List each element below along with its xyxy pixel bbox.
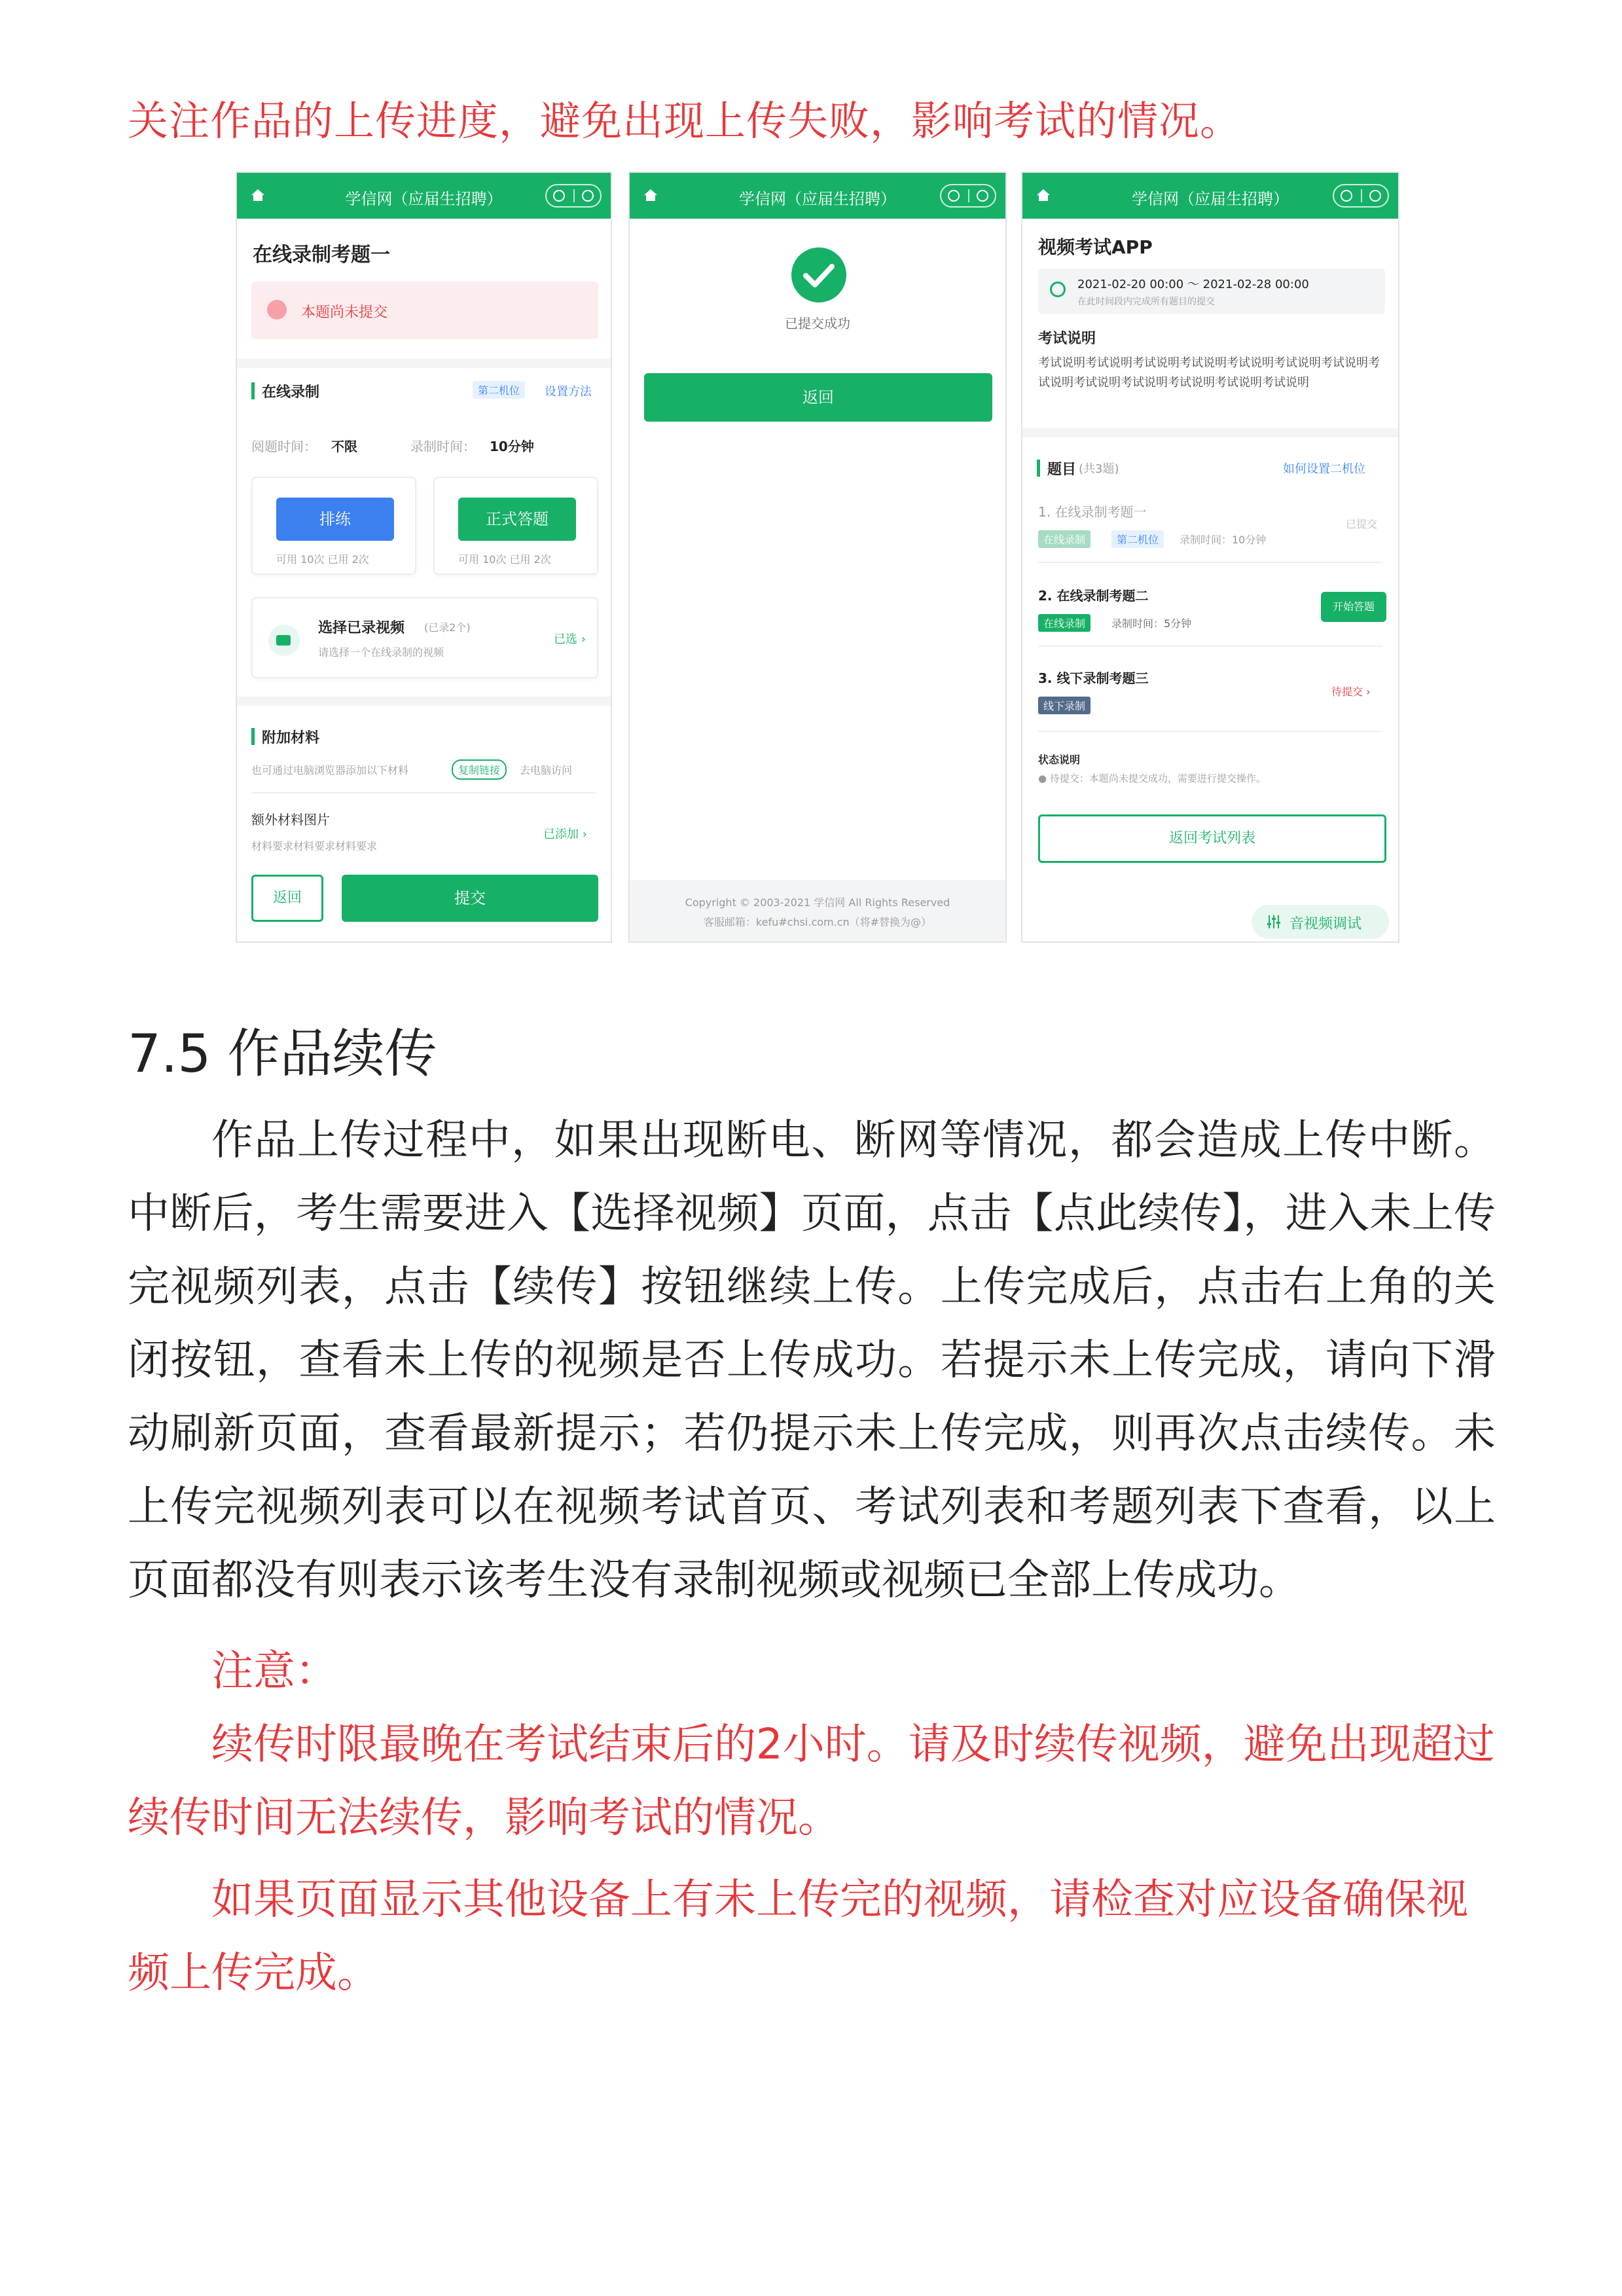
submit-button[interactable]: 提交: [342, 875, 598, 922]
question-2-title: 2. 在线录制考题二: [1038, 588, 1149, 604]
choose-video-status: 已选 ›: [554, 632, 586, 646]
choose-video-hint: 请选择一个在线录制的视频: [318, 646, 444, 659]
app-title: 学信网（应届生招聘）: [345, 190, 503, 208]
capsule-menu[interactable]: [545, 184, 602, 208]
body-paragraph: 作品上传过程中，如果出现断电、断网等情况，都会造成上传中断。中断后，考生需要进入【选择视频】页面，点击【点此续传】，进入未上传完视频列表，点击【续传】按钮继续上传。上传完成后，点击右上角的关闭按钮，查看未上传的视频是否上传成功。若提示未上传完成，请向下滑动刷新页面，查看最新提示；若仍提示未上传完成，则再次点击续传。未上传完视频列表可以在视频考试首页、考试列表和考题列表下查看，以上页面都没有则表示该考生没有录制视频或视频已全部上传成功。: [128, 1116, 1496, 1605]
extra-material-title: 额外材料图片: [251, 812, 330, 828]
status-title: 状态说明: [1038, 754, 1081, 766]
clock-icon: [267, 300, 287, 319]
attach-hint: 也可通过电脑浏览器添加以下材料: [251, 764, 409, 776]
choose-video-title: 选择已录视频: [318, 620, 405, 636]
phone-screenshot-exam: [1021, 172, 1399, 943]
how-second-camera-link[interactable]: 如何设置二机位: [1283, 462, 1365, 476]
answer-time-value: 不限: [331, 439, 357, 454]
practice-card: [251, 477, 416, 575]
app-title: 学信网（应届生招聘）: [739, 190, 896, 208]
phone-screenshot-question: [236, 172, 612, 943]
note-label: 注意：: [211, 1647, 337, 1696]
q2-online-tag: 在线录制: [1038, 614, 1090, 632]
back-button[interactable]: 返回: [644, 373, 992, 422]
record-time-value: 10分钟: [490, 439, 534, 454]
not-submitted-text: 本题尚未提交: [301, 304, 388, 321]
close-icon: [1369, 190, 1381, 202]
note-2: 如果页面显示其他设备上有未上传完的视频，请检查对应设备确保视频上传完成。: [128, 1876, 1468, 1997]
question-1-title: 1. 在线录制考题一: [1038, 504, 1147, 520]
practice-button[interactable]: 排练: [276, 498, 394, 541]
note-1: 续传时限最晚在考试结束后的2小时。请及时续传视频，避免出现超过续传时间无法续传，影响考试的情况。: [128, 1721, 1495, 1842]
q1-second-camera-tag: 第二机位: [1111, 530, 1164, 548]
desc-text: 考试说明考试说明考试说明考试说明考试说明考试说明考试说明考试说明考试说明考试说明考试说明考试说明考试说明: [1038, 356, 1380, 390]
av-debug-button[interactable]: [1252, 905, 1389, 939]
not-submitted-banner: [251, 282, 598, 339]
q1-online-tag: 在线录制: [1038, 530, 1090, 548]
time-hint: 在此时间段内完成所有题目的提交: [1077, 297, 1215, 307]
q3-status[interactable]: 待提交 ›: [1331, 685, 1371, 698]
q3-offline-tag: 线下录制: [1038, 697, 1090, 714]
desc-title: 考试说明: [1038, 331, 1096, 347]
record-time-label: 录制时间：: [410, 439, 476, 454]
question-title: 在线录制考题一: [253, 244, 390, 266]
intro-text: 关注作品的上传进度，避免出现上传失败，影响考试的情况。: [128, 97, 1242, 145]
formal-usage: 可用 10次 已用 2次: [458, 553, 551, 566]
back-button[interactable]: 返回: [251, 875, 323, 922]
support-email: 客服邮箱：kefu#chsi.com.cn（将#替换为@）: [703, 916, 932, 928]
success-check-icon: [790, 246, 848, 304]
practice-usage: 可用 10次 已用 2次: [276, 553, 369, 566]
choose-video-row[interactable]: [251, 597, 598, 678]
exam-title: 视频考试APP: [1038, 236, 1153, 258]
section-online: 在线录制: [262, 384, 320, 401]
copy-link-button[interactable]: 复制链接: [452, 759, 507, 780]
questions-count: (共3题): [1079, 462, 1119, 476]
phone-screenshot-submitted: [628, 172, 1007, 943]
answer-time-label: 阅题时间：: [251, 439, 317, 454]
choose-video-count: (已录2个): [424, 621, 471, 634]
more-icon: [948, 190, 960, 202]
sliders-icon: [1266, 914, 1282, 930]
close-icon: [977, 190, 988, 202]
close-icon: [582, 190, 594, 202]
section-heading: 7.5 作品续传: [128, 1023, 437, 1084]
app-header: [630, 173, 1005, 219]
app-header: [237, 173, 611, 219]
attach-hint-post: 去电脑访问: [520, 764, 573, 776]
more-icon: [1341, 190, 1352, 202]
formal-answer-button[interactable]: 正式答题: [458, 498, 576, 541]
setup-method-link[interactable]: 设置方法: [545, 385, 592, 399]
app-title: 学信网（应届生招聘）: [1132, 190, 1289, 208]
time-range: 2021-02-20 00:00 ～ 2021-02-28 00:00: [1077, 278, 1309, 291]
q1-record-time: 录制时间：10分钟: [1180, 534, 1267, 546]
extra-material-hint: 材料要求材料要求材料要求: [251, 840, 378, 852]
q1-status: 已提交: [1346, 518, 1378, 530]
capsule-menu[interactable]: [940, 184, 996, 208]
start-answer-button[interactable]: 开始答题: [1321, 592, 1386, 622]
app-header: [1022, 173, 1398, 219]
question-3-title: 3. 线下录制考题三: [1038, 670, 1149, 686]
av-debug-label: 音视频调试: [1289, 916, 1362, 932]
back-to-exam-list-button[interactable]: 返回考试列表: [1038, 814, 1386, 863]
capsule-menu[interactable]: [1333, 184, 1389, 208]
status-text: ● 待提交：本题尚未提交成功，需要进行提交操作。: [1038, 773, 1266, 784]
submitted-text: 已提交成功: [785, 316, 850, 331]
second-camera-tag: 第二机位: [473, 381, 525, 399]
q2-record-time: 录制时间：5分钟: [1111, 617, 1192, 630]
clock-icon: [1050, 282, 1066, 297]
questions-title: 题目: [1047, 462, 1077, 478]
extra-material-status[interactable]: 已添加 ›: [543, 828, 587, 841]
footer: [630, 880, 1005, 943]
more-icon: [553, 190, 565, 202]
attach-title: 附加材料: [262, 730, 320, 746]
formal-card: [433, 477, 598, 575]
copyright-text: Copyright © 2003-2021 学信网 All Rights Reserved: [685, 896, 950, 909]
time-range-box: [1038, 268, 1385, 314]
